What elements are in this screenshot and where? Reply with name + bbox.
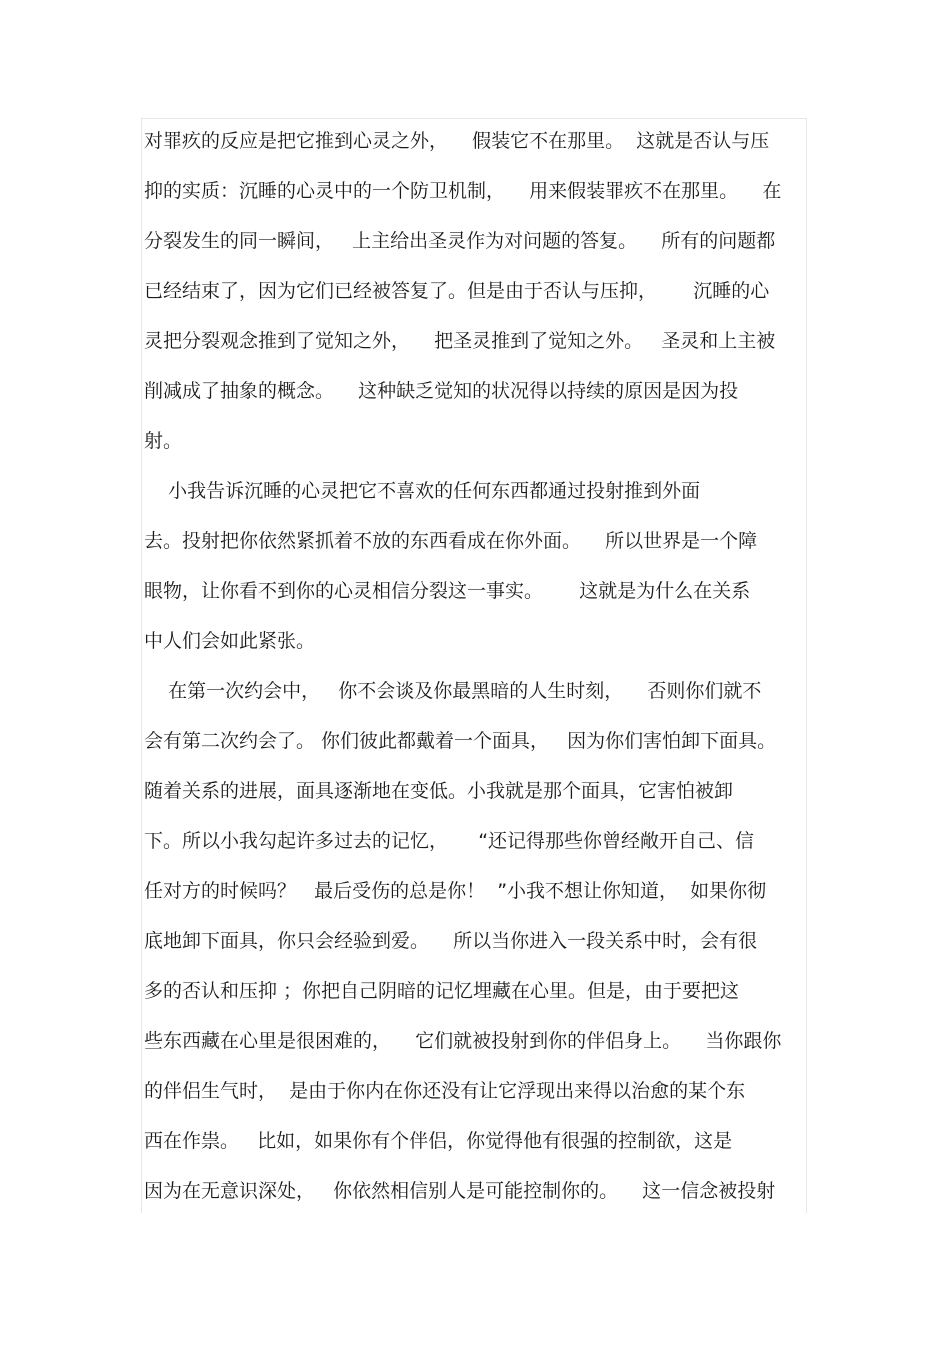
text-line: 抑的实质：沉睡的心灵中的一个防卫机制， 用来假装罪疚不在那里。 在 [144, 180, 782, 202]
text-line: 在第一次约会中， 你不会谈及你最黑暗的人生时刻， 否则你们就不 [144, 680, 762, 702]
text-line: 因为在无意识深处， 你依然相信别人是可能控制你的。 这一信念被投射 [144, 1180, 776, 1202]
text-line: 灵把分裂观念推到了觉知之外， 把圣灵推到了觉知之外。 圣灵和上主被 [144, 330, 776, 352]
text-line: 下。所以小我勾起许多过去的记忆， “还记得那些你曾经敞开自己、信 [144, 830, 755, 852]
text-line: 对罪疚的反应是把它推到心灵之外， 假装它不在那里。 这就是否认与压 [144, 130, 770, 152]
text-line: 西在作祟。 比如，如果你有个伴侣，你觉得他有很强的控制欲，这是 [144, 1130, 733, 1152]
text-line: 底地卸下面具，你只会经验到爱。 所以当你进入一段关系中时，会有很 [144, 930, 758, 952]
text-line: 已经结束了，因为它们已经被答复了。但是由于否认与压抑， 沉睡的心 [144, 280, 770, 302]
text-line: 分裂发生的同一瞬间， 上主给出圣灵作为对问题的答复。 所有的问题都 [144, 230, 776, 252]
text-line: 小我告诉沉睡的心灵把它不喜欢的任何东西都通过投射推到外面 [144, 480, 701, 502]
text-line: 的伴侣生气时， 是由于你内在你还没有让它浮现出来得以治愈的某个东 [144, 1080, 746, 1102]
text-line: 些东西藏在心里是很困难的， 它们就被投射到你的伴侣身上。 当你跟你 [144, 1030, 782, 1052]
text-line: 任对方的时候吗？ 最后受伤的总是你！ ”小我不想让你知道， 如果你彻 [144, 880, 767, 902]
text-line: 去。投射把你依然紧抓着不放的东西看成在你外面。 所以世界是一个障 [144, 530, 758, 552]
text-line: 会有第二次约会了。 你们彼此都戴着一个面具， 因为你们害怕卸下面具。 [144, 730, 777, 752]
text-line: 眼物，让你看不到你的心灵相信分裂这一事实。 这就是为什么在关系 [144, 580, 751, 602]
text-line: 多的否认和压抑 ；你把自己阴暗的记忆埋藏在心里。但是，由于要把这 [144, 980, 740, 1002]
text-line: 中人们会如此紧张。 [144, 630, 316, 652]
text-line: 随着关系的进展，面具逐渐地在变低。小我就是那个面具，它害怕被卸 [144, 780, 734, 802]
text-line: 射。 [144, 430, 183, 452]
text-line: 削减成了抽象的概念。 这种缺乏觉知的状况得以持续的原因是因为投 [144, 380, 739, 402]
